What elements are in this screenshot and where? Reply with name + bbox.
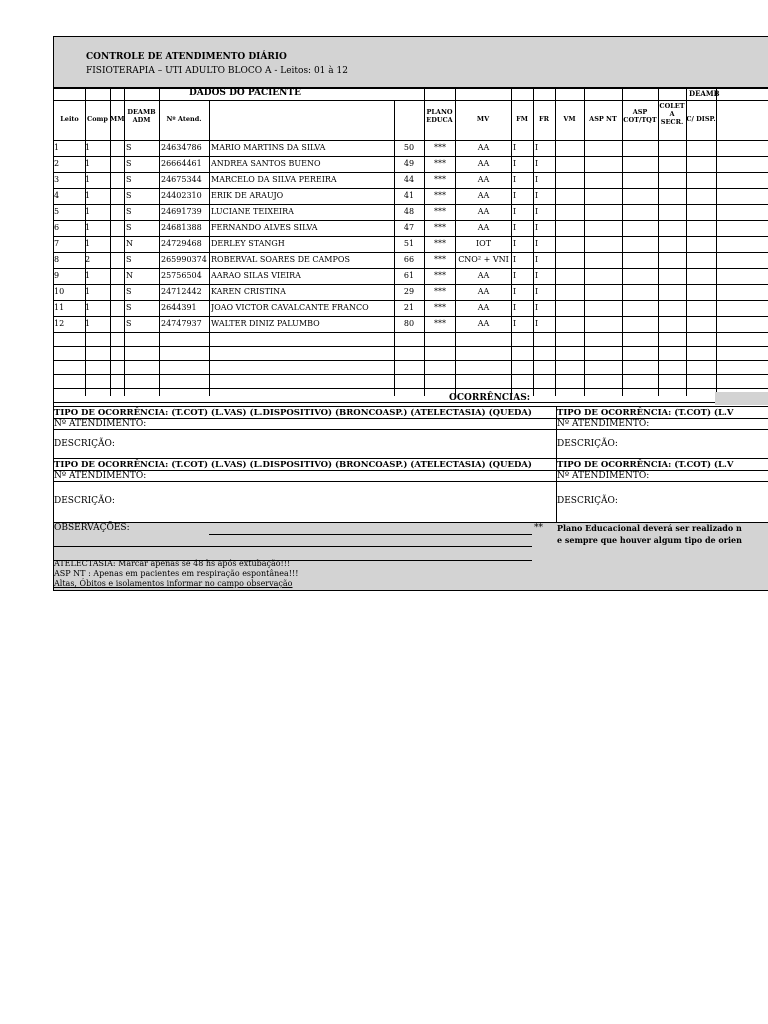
cell-fm: I: [513, 223, 517, 232]
cell-plano: ***: [434, 159, 446, 168]
note-asp-nt: ASP NT : Apenas em pacientes em respiração espontânea!!!: [54, 569, 299, 578]
cell-fm: I: [513, 303, 517, 312]
cell-mv: AA: [477, 287, 490, 296]
cell-nome: ERIK DE ARAUJO: [211, 191, 284, 200]
col-header-c-disp: C/ DISP.: [686, 115, 716, 123]
sheet-subtitle: FISIOTERAPIA – UTI ADULTO BLOCO A - Leitos: 01 à 12: [86, 66, 348, 76]
cell-fr: I: [535, 287, 539, 296]
col-header-asp-cot: ASP COT/TQT: [623, 108, 657, 124]
cell-plano: ***: [434, 223, 446, 232]
observacoes-stars: **: [534, 523, 543, 533]
n-atendimento-2[interactable]: Nº ATENDIMENTO:: [54, 471, 147, 481]
cell-plano: ***: [434, 319, 446, 328]
cell-leito: 5: [54, 207, 60, 216]
cell-mv: AA: [477, 271, 490, 280]
cell-leito: 8: [54, 255, 60, 264]
cell-mv: IOT: [475, 239, 492, 248]
cell-leito: 11: [54, 303, 65, 312]
cell-mv: CNO² + VNI: [458, 255, 509, 264]
cell-mv: AA: [477, 143, 490, 152]
tipo-ocorrencia-2[interactable]: TIPO DE OCORRÊNCIA: (T.COT) (L.VAS) (L.DISPOSITIVO) (BRONCOASP.) (ATELECTASIA) (QUEDA): [54, 460, 532, 470]
cell-idade: 50: [403, 143, 415, 152]
cell-atend: 2644391: [161, 303, 197, 312]
cell-comp: 1: [85, 175, 91, 184]
cell-fr: I: [535, 143, 539, 152]
n-atendimento-1-right[interactable]: Nº ATENDIMENTO:: [557, 419, 650, 429]
cell-deamb: S: [126, 207, 132, 216]
cell-nome: FERNANDO ALVES SILVA: [211, 223, 318, 232]
cell-comp: 1: [85, 271, 91, 280]
col-header-deamb-adm: DEAMB ADM: [127, 108, 156, 124]
observacoes-line-2: [54, 546, 532, 547]
col-header-n-atend: Nº Atend.: [166, 115, 202, 123]
cell-nome: MARIO MARTINS DA SILVA: [211, 143, 326, 152]
n-atendimento-1[interactable]: Nº ATENDIMENTO:: [54, 419, 147, 429]
col-header-fm: FM: [516, 115, 528, 123]
cell-deamb: S: [126, 303, 132, 312]
cell-leito: 10: [54, 287, 65, 296]
note-altas: Altas, Óbitos e isolamentos informar no campo observação: [54, 579, 293, 588]
observacoes-label[interactable]: OBSERVAÇÕES:: [54, 523, 130, 533]
cell-deamb: S: [126, 175, 132, 184]
cell-deamb: S: [126, 191, 132, 200]
cell-fr: I: [535, 319, 539, 328]
cell-leito: 2: [54, 159, 60, 168]
cell-nome: MARCELO DA SILVA PEREIRA: [211, 175, 337, 184]
cell-mv: AA: [477, 175, 490, 184]
cell-plano: ***: [434, 271, 446, 280]
col-header-asp-nt: ASP NT: [589, 115, 617, 123]
cell-comp: 1: [85, 303, 91, 312]
cell-fr: I: [535, 255, 539, 264]
sheet-header: [54, 37, 768, 88]
cell-deamb: S: [126, 255, 132, 264]
cell-atend: 26664461: [161, 159, 202, 168]
cell-comp: 2: [85, 255, 91, 264]
cell-idade: 29: [403, 287, 415, 296]
cell-idade: 51: [403, 239, 415, 248]
cell-atend: 24675344: [161, 175, 202, 184]
descricao-2-right[interactable]: DESCRIÇÃO:: [557, 496, 618, 506]
dados-paciente-heading: DADOS DO PACIENTE: [189, 88, 301, 98]
cell-atend: 24681388: [161, 223, 202, 232]
cell-idade: 49: [403, 159, 415, 168]
cell-deamb: S: [126, 143, 132, 152]
sheet-title: CONTROLE DE ATENDIMENTO DIÁRIO: [86, 52, 287, 62]
cell-nome: WALTER DINIZ PALUMBO: [211, 319, 320, 328]
col-header-colet: COLET A SECR.: [659, 102, 685, 126]
cell-deamb: S: [126, 319, 132, 328]
cell-deamb: S: [126, 223, 132, 232]
attendance-sheet: [53, 36, 768, 591]
cell-nome: KAREN CRISTINA: [211, 287, 286, 296]
cell-fm: I: [513, 239, 517, 248]
cell-leito: 12: [54, 319, 65, 328]
cell-nome: DERLEY STANGH: [211, 239, 285, 248]
cell-leito: 3: [54, 175, 60, 184]
cell-atend: 24747937: [161, 319, 202, 328]
note-atelectasia: ATELECTASIA: Marcar apenas se 48 hs após extubação!!!: [54, 559, 291, 568]
cell-atend: 24729468: [161, 239, 202, 248]
cell-deamb: N: [126, 271, 133, 280]
cell-atend: 24691739: [161, 207, 202, 216]
cell-mv: AA: [477, 191, 490, 200]
cell-plano: ***: [434, 303, 446, 312]
cell-fr: I: [535, 191, 539, 200]
ocorrencias-gray-bar: [715, 392, 768, 405]
cell-fm: I: [513, 207, 517, 216]
cell-mv: AA: [477, 303, 490, 312]
n-atendimento-2-right[interactable]: Nº ATENDIMENTO:: [557, 471, 650, 481]
col-header-comp: Comp: [87, 115, 108, 123]
cell-fr: I: [535, 271, 539, 280]
cell-mv: AA: [477, 207, 490, 216]
cell-idade: 48: [403, 207, 415, 216]
cell-mv: AA: [477, 159, 490, 168]
cell-leito: 1: [54, 143, 60, 152]
cell-leito: 4: [54, 191, 60, 200]
cell-fr: I: [535, 207, 539, 216]
observacoes-line-1: [209, 534, 532, 535]
cell-leito: 6: [54, 223, 60, 232]
cell-plano: ***: [434, 287, 446, 296]
cell-fm: I: [513, 159, 517, 168]
descricao-1[interactable]: DESCRIÇÃO:: [54, 439, 115, 449]
cell-plano: ***: [434, 143, 446, 152]
cell-mv: AA: [477, 319, 490, 328]
cell-plano: ***: [434, 255, 446, 264]
cell-idade: 80: [403, 319, 415, 328]
cell-idade: 47: [403, 223, 415, 232]
col-header-fr: FR: [538, 115, 550, 123]
cell-nome: ANDREA SANTOS BUENO: [211, 159, 321, 168]
cell-nome: ROBERVAL SOARES DE CAMPOS: [211, 255, 350, 264]
cell-nome: AARÃO SILAS VIEIRA: [211, 271, 301, 280]
cell-idade: 21: [403, 303, 415, 312]
col-header-mv: MV: [476, 115, 490, 123]
cell-fm: I: [513, 255, 517, 264]
cell-fr: I: [535, 239, 539, 248]
cell-leito: 7: [54, 239, 60, 248]
ocorrencias-title: OCORRÊNCIAS:: [449, 393, 531, 403]
cell-fm: I: [513, 319, 517, 328]
cell-comp: 1: [85, 143, 91, 152]
plano-note-2: e sempre que houver algum tipo de orien: [557, 535, 742, 545]
cell-mv: AA: [477, 223, 490, 232]
cell-fr: I: [535, 223, 539, 232]
cell-plano: ***: [434, 175, 446, 184]
cell-comp: 1: [85, 207, 91, 216]
cell-leito: 9: [54, 271, 60, 280]
col-header-leito: Leito: [60, 115, 79, 123]
cell-nome: JOÃO VICTOR CAVALCANTE FRANCO: [211, 303, 369, 312]
cell-idade: 66: [403, 255, 415, 264]
cell-idade: 44: [403, 175, 415, 184]
cell-fr: I: [535, 175, 539, 184]
cell-plano: ***: [434, 191, 446, 200]
cell-fm: I: [513, 143, 517, 152]
cell-fm: I: [513, 175, 517, 184]
col-header-vm: VM: [563, 115, 576, 123]
cell-comp: 1: [85, 239, 91, 248]
cell-plano: ***: [434, 239, 446, 248]
cell-deamb: S: [126, 287, 132, 296]
cell-fm: I: [513, 287, 517, 296]
tipo-ocorrencia-1-right[interactable]: TIPO DE OCORRÊNCIA: (T.COT) (L.V: [557, 408, 734, 418]
col-header-mm: MM: [110, 115, 125, 123]
cell-nome: LUCIANE TEIXEIRA: [211, 207, 294, 216]
col-header-plano-educa: PLANO EDUCA: [426, 108, 453, 124]
cell-comp: 1: [85, 159, 91, 168]
cell-comp: 1: [85, 319, 91, 328]
cell-fm: I: [513, 191, 517, 200]
plano-note-1: Plano Educacional deverá ser realizado n: [557, 523, 742, 533]
cell-plano: ***: [434, 207, 446, 216]
cell-idade: 41: [403, 191, 415, 200]
descricao-1-right[interactable]: DESCRIÇÃO:: [557, 439, 618, 449]
tipo-ocorrencia-1[interactable]: TIPO DE OCORRÊNCIA: (T.COT) (L.VAS) (L.DISPOSITIVO) (BRONCOASP.) (ATELECTASIA) (QUEDA): [54, 408, 532, 418]
cell-fm: I: [513, 271, 517, 280]
tipo-ocorrencia-2-right[interactable]: TIPO DE OCORRÊNCIA: (T.COT) (L.V: [557, 460, 734, 470]
cell-comp: 1: [85, 287, 91, 296]
descricao-2[interactable]: DESCRIÇÃO:: [54, 496, 115, 506]
cell-atend: 265990374: [161, 255, 207, 264]
cell-atend: 24402310: [161, 191, 202, 200]
cell-comp: 1: [85, 191, 91, 200]
cell-comp: 1: [85, 223, 91, 232]
cell-atend: 24634786: [161, 143, 202, 152]
cell-fr: I: [535, 303, 539, 312]
deamb-heading-right: DEAMB: [689, 89, 720, 98]
cell-fr: I: [535, 159, 539, 168]
cell-atend: 25756504: [161, 271, 202, 280]
cell-idade: 61: [403, 271, 415, 280]
cell-deamb: S: [126, 159, 132, 168]
cell-deamb: N: [126, 239, 133, 248]
cell-atend: 24712442: [161, 287, 202, 296]
